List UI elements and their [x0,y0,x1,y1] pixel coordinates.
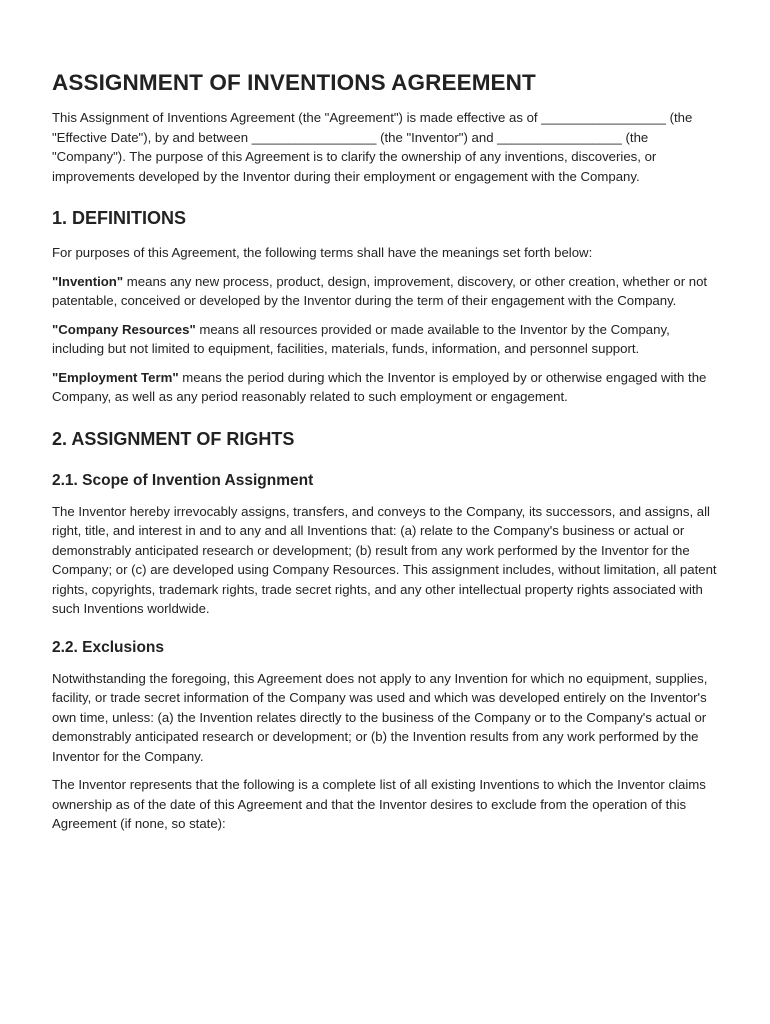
section-1-heading: 1. DEFINITIONS [52,208,187,228]
section-2-2-paragraph-1: Notwithstanding the foregoing, this Agreement does not apply to any Invention for which no equipment, supplies, facility, or trade secret information of the Company was used and which was developed entirely on the Inventor's own time, unless: (a) the Invention relates directly to the business of the Company or to the Company's actual or demonstrably anticipated research or development; or (b) the Invention results from any work performed by the Inventor for the Company. [52,670,708,764]
section-2-2-heading: 2.2. Exclusions [52,638,164,656]
definition-term: "Employment Term" [52,369,179,385]
definition-invention [52,272,722,311]
section-2-1-paragraph: The Inventor hereby irrevocably assigns, transfers, and conveys to the Company, its successors, and assigns, all right, title, and interest in and to any and all Inventions that: (a) relate to the Company's business or actual or demonstrably anticipated research or development; (b) result from any work performed by the Inventor for the Company; or (c) are developed using Company Resources. This assignment includes, without limitation, all patent rights, copyrights, trademark rights, trade secret rights, and any other intellectual property rights associated with such Inventions worldwide. [52,503,717,616]
intro-paragraph: This Assignment of Inventions Agreement (the "Agreement") is made effective as of _________________ (the "Effective Date"), by and between _________________ (the "Inventor") and _________________ (the "Company"). The purpose of this Agreement is to clarify the ownership of any inventions, discoveries, or improvements developed by the Inventor during their employment or engagement with the Company. [52,110,693,184]
definition-text: means the period during which the Inventor is employed by or otherwise engaged with the Company, as well as any period reasonably related to such employment or engagement. [52,369,707,404]
definition-text: means any new process, product, design, improvement, discovery, or other creation, whether or not patentable, conceived or developed by the Inventor during the term of their engagement with the Company. [52,273,708,308]
definition-company-resources [52,320,722,359]
section-2-heading: 2. ASSIGNMENT OF RIGHTS [52,428,295,449]
section-2-2-paragraph-2: The Inventor represents that the following is a complete list of all existing Inventions to which the Inventor claims ownership as of the date of this Agreement and that the Inventor desires to exclude from the operation of this Agreement (if none, so state): [52,777,706,831]
definitions-lead: For purposes of this Agreement, the following terms shall have the meanings set forth below: [52,245,593,260]
document-page [52,70,722,843]
definition-employment-term [52,368,722,407]
definition-term: "Invention" [52,273,124,289]
document-title: ASSIGNMENT OF INVENTIONS AGREEMENT [52,70,536,95]
definition-term: "Company Resources" [52,321,196,337]
definition-text: means all resources provided or made available to the Inventor by the Company, including but not limited to equipment, facilities, materials, funds, information, and personnel support. [52,321,670,356]
section-2-1-heading: 2.1. Scope of Invention Assignment [52,471,314,489]
